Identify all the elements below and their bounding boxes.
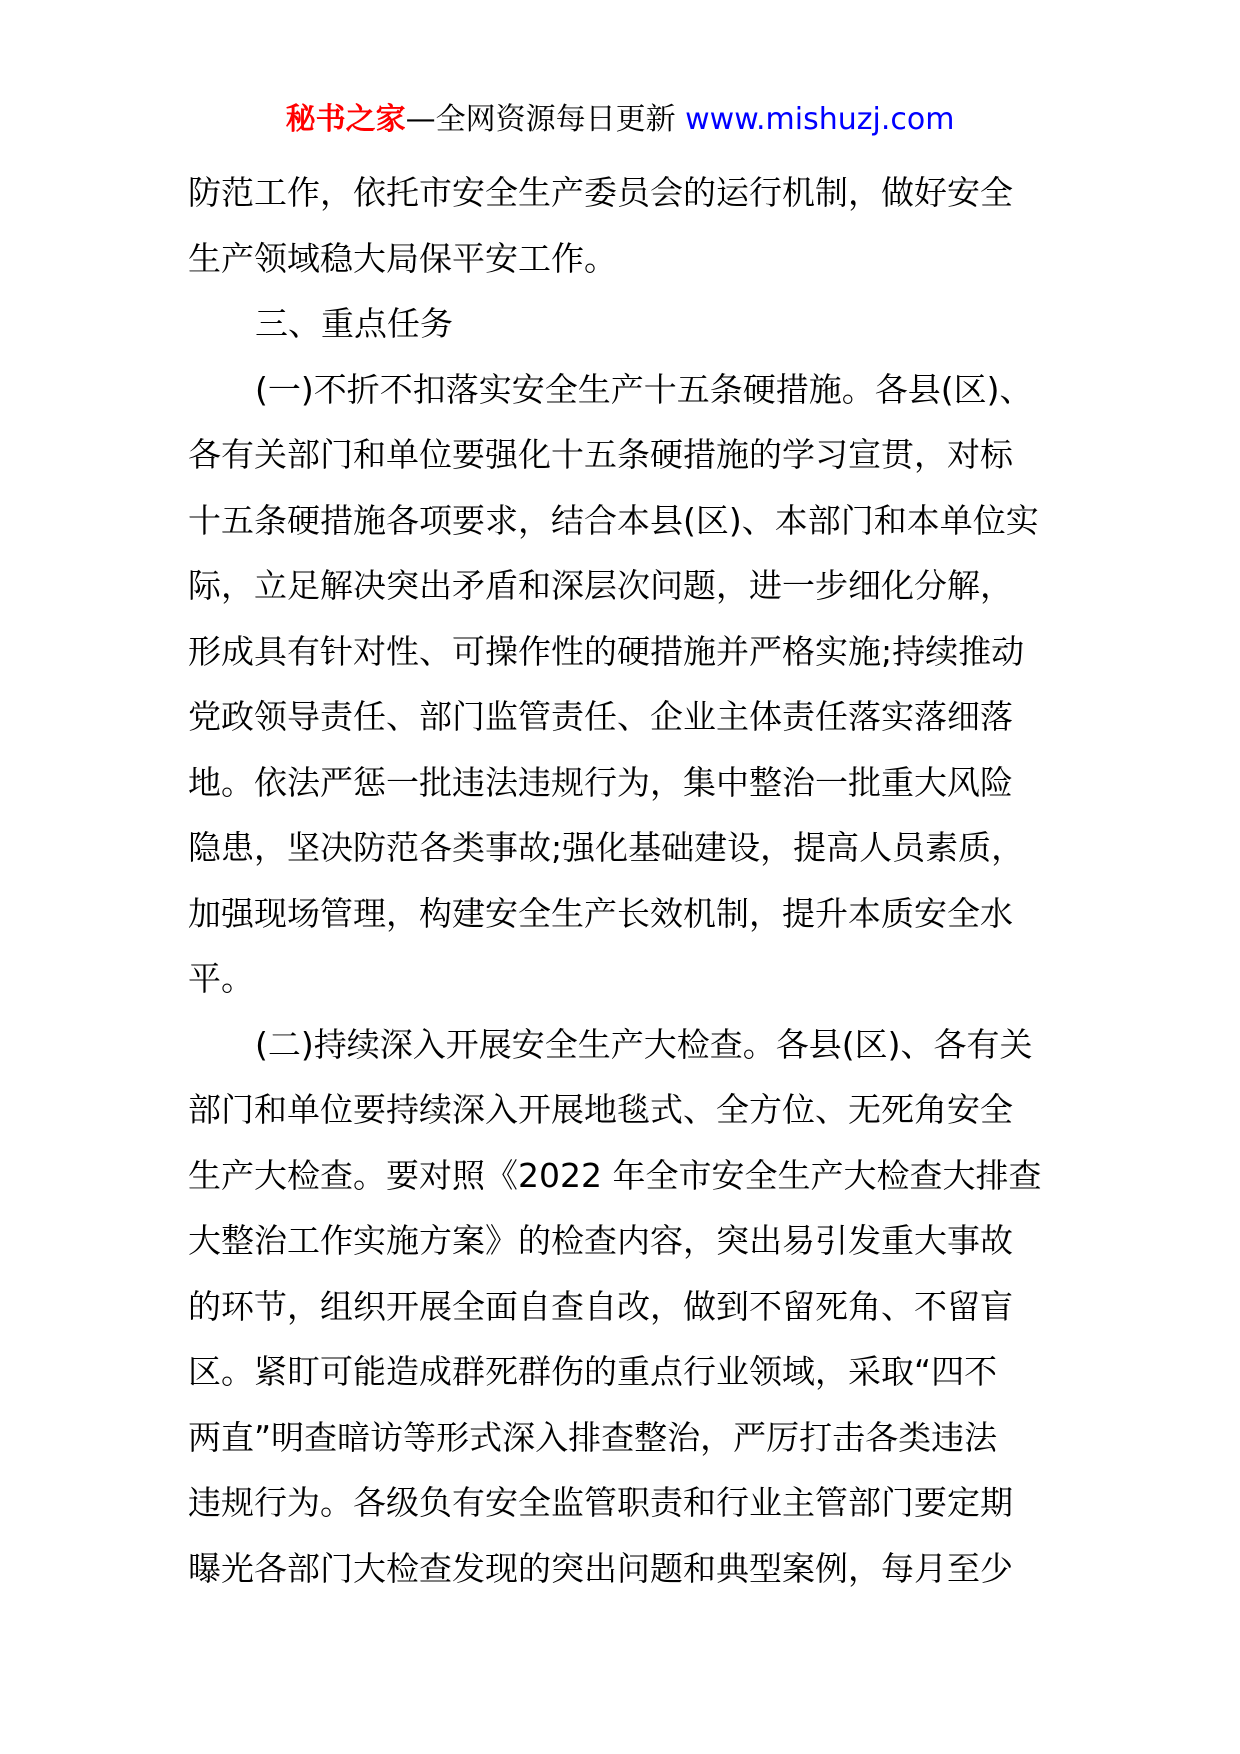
text-line: (一)不折不扣落实安全生产十五条硬措施。各县(区)、: [255, 369, 1033, 409]
text-line: 防范工作，依托市安全生产委员会的运行机制，做好安全: [188, 173, 1013, 212]
text-line: 党政领导责任、部门监管责任、企业主体责任落实落细落: [188, 697, 1013, 736]
site-brand: 秘书之家: [285, 102, 406, 137]
site-url-link[interactable]: www.mishuzj.com: [685, 102, 955, 137]
text-line: 生产领域稳大局保平安工作。: [188, 238, 617, 278]
text-line: 际，立足解决突出矛盾和深层次问题，进一步细化分解，: [188, 566, 1013, 605]
text-line: 区。紧盯可能造成群死群伤的重点行业领域，采取“四不: [188, 1352, 998, 1391]
text-line: 加强现场管理，构建安全生产长效机制，提升本质安全水: [188, 893, 1013, 933]
text-line: 的环节，组织开展全面自查自改，做到不留死角、不留盲: [188, 1286, 1013, 1326]
document-body: [188, 160, 1068, 1601]
text-line: 违规行为。各级负有安全监管职责和行业主管部门要定期: [188, 1483, 1013, 1522]
site-header: [0, 98, 1240, 142]
text-line: 十五条硬措施各项要求，结合本县(区)、本部门和本单位实: [188, 500, 1039, 540]
text-line: 大整治工作实施方案》的检查内容，突出易引发重大事故: [188, 1221, 1013, 1260]
text-line: 曝光各部门大检查发现的突出问题和典型案例，每月至少: [188, 1548, 1013, 1588]
text-line: 两直”明查暗访等形式深入排查整治，严厉打击各类违法: [188, 1417, 998, 1457]
site-tagline: —全网资源每日更新: [405, 102, 676, 137]
text-line: 地。依法严惩一批违法违规行为，集中整治一批重大风险: [188, 762, 1013, 802]
text-line: (二)持续深入开展安全生产大检查。各县(区)、各有关: [255, 1024, 1033, 1064]
section-heading: 三、重点任务: [255, 304, 453, 343]
text-line: 隐患，坚决防范各类事故;强化基础建设，提高人员素质，: [188, 828, 1025, 867]
text-line: 生产大检查。要对照《2022 年全市安全生产大检查大排查: [188, 1155, 1042, 1195]
text-line: 形成具有针对性、可操作性的硬措施并严格实施;持续推动: [188, 631, 1025, 671]
text-line: 各有关部门和单位要强化十五条硬措施的学习宣贯，对标: [188, 435, 1013, 474]
text-line: 平。: [188, 959, 254, 998]
text-line: 部门和单位要持续深入开展地毯式、全方位、无死角安全: [188, 1090, 1013, 1129]
